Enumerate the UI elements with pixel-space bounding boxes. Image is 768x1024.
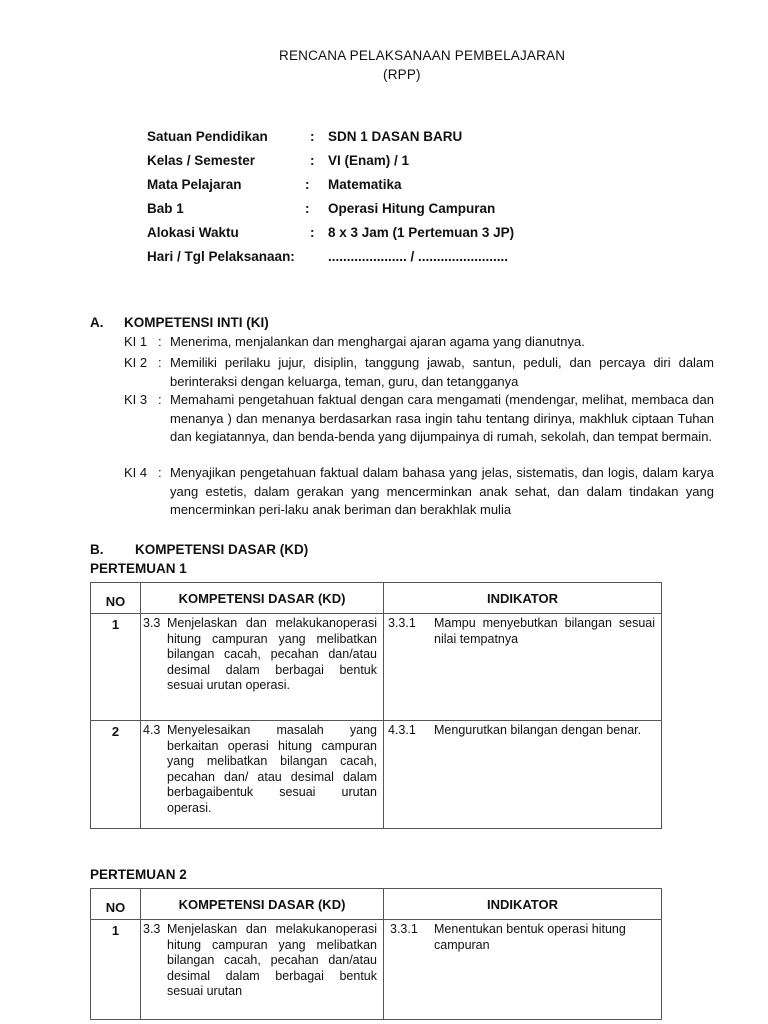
ki-colon: : [158,465,162,480]
kd-cell [141,920,384,1020]
kd-cell [141,721,384,829]
ki-item [124,333,714,352]
indicator-text: Mampu menyebutkan bilangan sesuai nilai tempatnya [434,616,655,646]
kd-number: 3.3 [143,616,161,630]
ki-text: Memiliki perilaku jujur, disiplin, tanggung jawab, santun, peduli, dan percaya diri dalam berinteraksi dengan keluarga, teman, guru, dan tetangganya [170,355,714,389]
identity-label: Alokasi Waktu [147,225,239,240]
meeting-2-label: PERTEMUAN 2 [90,867,187,882]
ki-colon: : [158,392,162,407]
table-row [91,614,662,721]
identity-value: ..................... / ........................ [328,249,509,264]
section-a-letter: A. [90,315,104,330]
identity-row [147,129,667,149]
ki-code: KI 4 [124,465,148,480]
kd-text: Menjelaskan dan melakukanoperasi hitung campuran yang melibatkan bilangan cacah, pecahan dan/atau desimal dalam berbagai bentuk sesuai urutan operasi. [167,616,377,692]
indicator-number: 4.3.1 [388,723,416,737]
identity-row [147,153,667,173]
row-no: 1 [91,614,141,721]
indicator-cell [384,721,662,829]
ki-item [124,391,714,447]
document-title: RENCANA PELAKSANAAN PEMBELAJARAN [279,48,566,63]
document-subtitle: (RPP) [383,67,421,82]
meeting-1-label: PERTEMUAN 1 [90,561,187,576]
indicator-text: Mengurutkan bilangan dengan benar. [434,723,642,737]
ki-item [124,354,714,391]
ki-colon: : [158,355,162,370]
kd-table-meeting-1 [90,582,662,829]
identity-row [147,177,667,197]
kd-table-meeting-2 [90,888,662,1020]
section-a-title: KOMPETENSI INTI (KI) [124,315,269,330]
table-row [91,721,662,829]
header-kd: KOMPETENSI DASAR (KD) [141,583,384,614]
identity-label: Kelas / Semester [147,153,256,168]
ki-colon: : [158,334,162,349]
identity-label: Hari / Tgl Pelaksanaan: [147,249,295,264]
header-kd: KOMPETENSI DASAR (KD) [141,889,384,920]
row-no: 2 [91,721,141,829]
section-b-letter: B. [90,542,104,557]
row-no: 1 [91,920,141,1020]
identity-colon: : [305,177,310,192]
identity-label: Bab 1 [147,201,184,216]
ki-code: KI 3 [124,392,148,407]
ki-text: Menerima, menjalankan dan menghargai ajaran agama yang dianutnya. [170,334,585,349]
table-header-row [91,583,662,614]
indicator-cell [384,614,662,721]
identity-colon: : [310,153,315,168]
indicator-cell [384,920,662,1020]
identity-row [147,249,667,269]
table-row [91,920,662,1020]
ki-text: Menyajikan pengetahuan faktual dalam bahasa yang jelas, sistematis, dan logis, dalam karya yang estetis, dalam gerakan yang mencerminkan anak sehat, dan dalam tindakan yang mencerminkan peri-laku anak beriman dan berakhlak mulia [170,465,714,517]
identity-value: Matematika [328,177,402,192]
indicator-number: 3.3.1 [388,616,416,630]
ki-code: KI 1 [124,334,148,349]
ki-item [124,464,714,520]
kd-cell [141,614,384,721]
identity-colon: : [310,129,315,144]
ki-code: KI 2 [124,355,148,370]
ki-text: Memahami pengetahuan faktual dengan cara mengamati (mendengar, melihat, membaca dan menanya ) dan menanya berdasarkan rasa ingin tahu tentang dirinya, makhluk ciptaan Tuhan dan kegiatannya, dan benda-benda yang dijumpainya di rumah, sekolah, dan tempat bermain. [170,392,714,444]
header-indikator: INDIKATOR [384,889,662,920]
header-indikator: INDIKATOR [384,583,662,614]
header-no: NO [91,583,141,614]
identity-colon: : [310,225,315,240]
kd-number: 4.3 [143,723,161,737]
identity-colon: : [305,201,310,216]
identity-row [147,201,667,221]
kd-number: 3.3 [143,922,161,936]
identity-value: VI (Enam) / 1 [328,153,410,168]
identity-label: Satuan Pendidikan [147,129,268,144]
identity-value: 8 x 3 Jam (1 Pertemuan 3 JP) [328,225,515,240]
indicator-text: Menentukan bentuk operasi hitung campuran [434,922,626,952]
header-no: NO [91,889,141,920]
kd-text: Menjelaskan dan melakukanoperasi hitung campuran yang melibatkan bilangan cacah, pecahan dan/atau desimal dalam berbagai bentuk sesuai urutan [167,922,377,998]
identity-value: SDN 1 DASAN BARU [328,129,463,144]
identity-row [147,225,667,245]
identity-value: Operasi Hitung Campuran [328,201,496,216]
table-header-row [91,889,662,920]
indicator-number: 3.3.1 [390,922,418,936]
section-b-title: KOMPETENSI DASAR (KD) [135,542,309,557]
kd-text: Menyelesaikan masalah yang berkaitan operasi hitung campuran yang melibatkan bilangan cacah, pecahan dan/ atau desimal dalam berbagaibentuk sesuai urutan operasi. [167,723,377,815]
identity-label: Mata Pelajaran [147,177,242,192]
